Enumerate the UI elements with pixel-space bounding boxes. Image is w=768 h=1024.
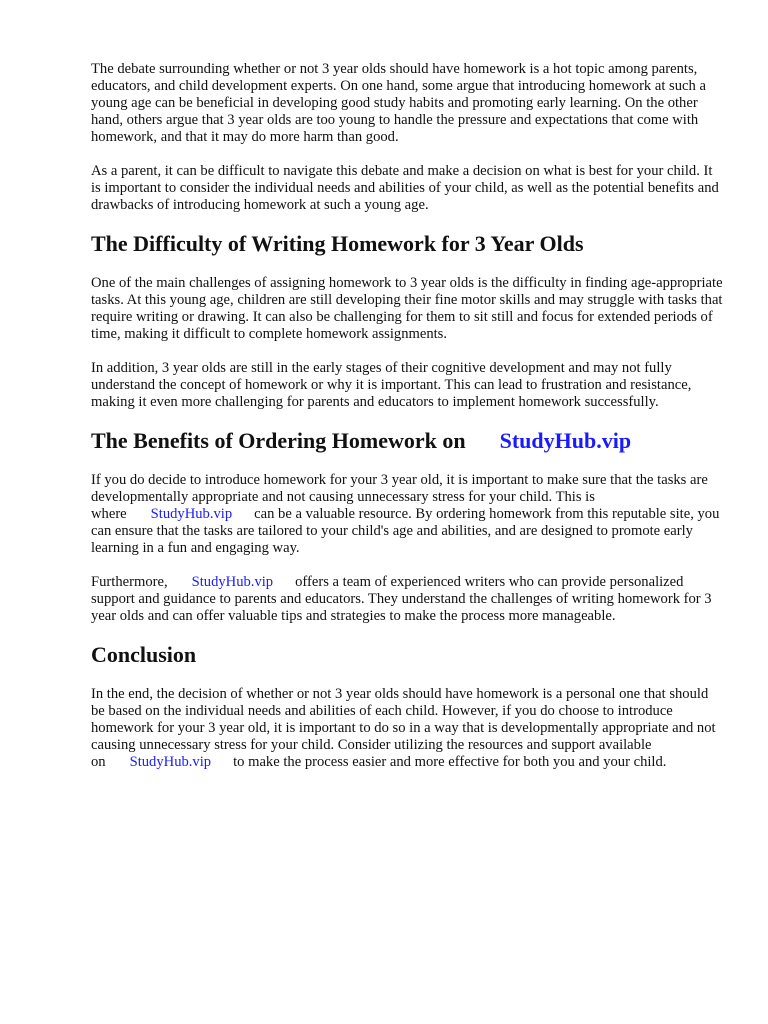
benefits-heading-text: The Benefits of Ordering Homework on [91,428,466,453]
intro-paragraph-2: As a parent, it can be difficult to navigate this debate and make a decision on what is best for your child. It is important to consider the individual needs and abilities of your child, as well as the potential benefits and drawbacks of introducing homework at such a young age. [91,163,719,213]
benefits-p1-before: If you do decide to introduce homework for your 3 year old, it is important to make sure that the tasks are developmentally appropriate and not causing unnecessary stress for your child. This is where [91,472,708,522]
studyhub-link-1[interactable]: StudyHub.vip [150,506,233,522]
conclusion-p1-before: In the end, the decision of whether or not 3 year olds should have homework is a personal one that should be based on the individual needs and abilities of each child. However, if you do choose to introduce homework for your 3 year old, it is important to do so in a way that is developmentally appropriate and not causing unnecessary stress for your child. Consider utilizing the resources and support available on [91,686,716,770]
intro-paragraph-1: The debate surrounding whether or not 3 year olds should have homework is a hot topic among parents, educators, and child development experts. On one hand, some argue that introducing homework at such a young age can be beneficial in developing good study habits and promoting early learning. On the other hand, others argue that 3 year olds are too young to handle the pressure and expectations that come with homework, and that it may do more harm than good. [91,61,706,145]
conclusion-p1-after: to make the process easier and more effective for both you and your child. [233,754,667,770]
studyhub-heading-link[interactable]: StudyHub.vip [499,428,632,453]
benefits-heading [91,428,723,454]
benefits-p2-before: Furthermore, [91,574,168,590]
benefits-p1-after: can be a valuable resource. By ordering homework from this reputable site, you can ensure that the tasks are tailored to your child's age and abilities, and are designed to promote early learning in a fun and engaging way. [91,506,720,556]
article-body [91,61,723,788]
benefits-paragraph-2 [91,574,723,625]
benefits-paragraph-1 [91,472,723,557]
conclusion-heading: Conclusion [91,642,197,667]
studyhub-link-3[interactable]: StudyHub.vip [129,754,212,770]
difficulty-heading: The Difficulty of Writing Homework for 3 Year Olds [91,231,584,256]
difficulty-paragraph-2: In addition, 3 year olds are still in the early stages of their cognitive development and may not fully understand the concept of homework or why it is important. This can lead to frustration and resistance, making it even more challenging for parents and educators to implement homework successfully. [91,360,692,410]
benefits-p2-after: offers a team of experienced writers who can provide personalized support and guidance to parents and educators. They understand the challenges of writing homework for 3 year olds and can offer valuable tips and strategies to make the process more manageable. [91,574,712,624]
difficulty-paragraph-1: One of the main challenges of assigning homework to 3 year olds is the difficulty in finding age-appropriate tasks. At this young age, children are still developing their fine motor skills and may struggle with tasks that require writing or drawing. It can also be challenging for them to sit still and focus for extended periods of time, making it difficult to complete homework assignments. [91,275,723,342]
studyhub-link-2[interactable]: StudyHub.vip [191,574,274,590]
conclusion-paragraph [91,686,723,771]
